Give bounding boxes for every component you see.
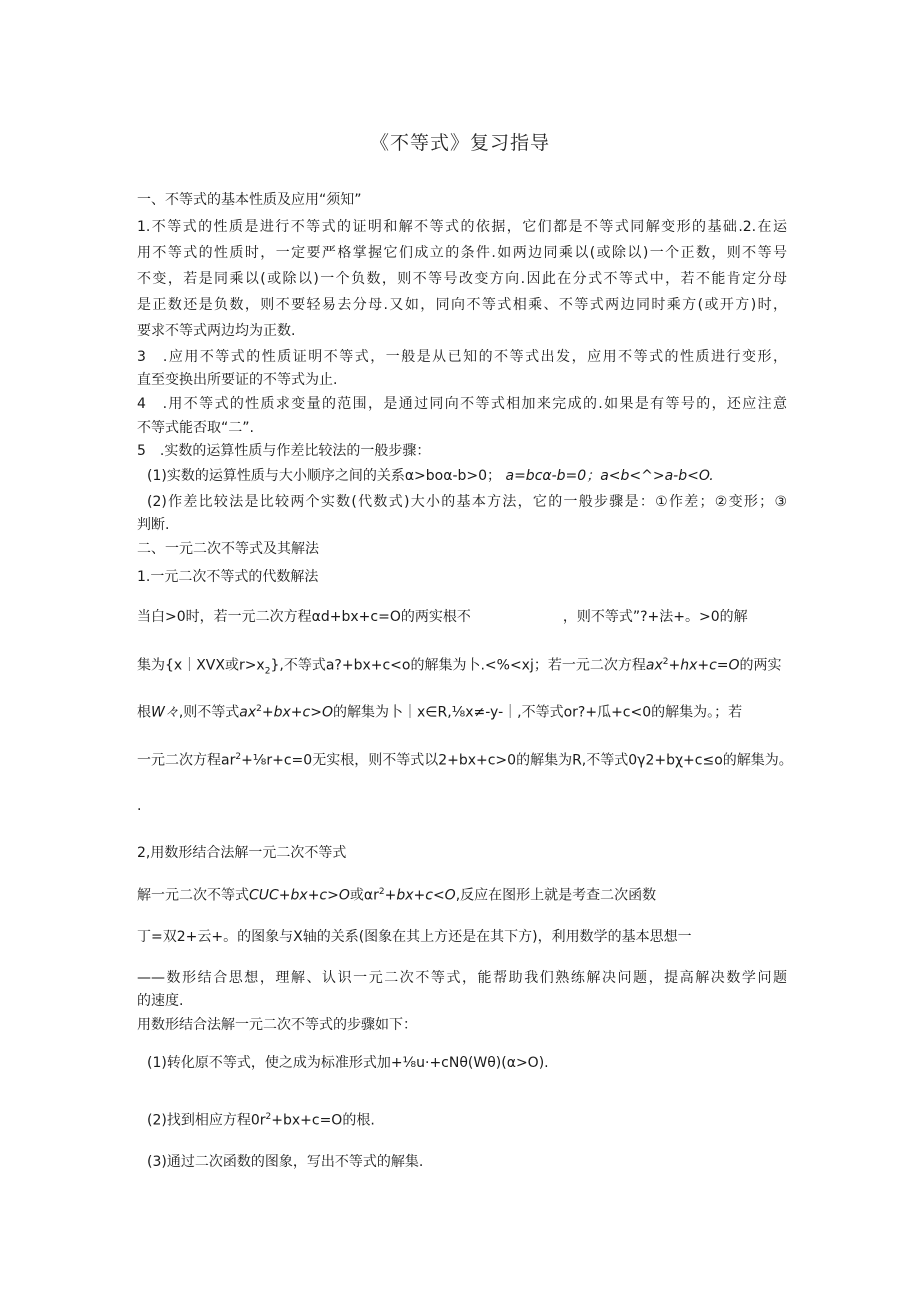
paragraph-line: 不变，若是同乘以(或除以)一个负数，则不等号改变方向.因此在分式不等式中，若不能肯定分母	[137, 271, 787, 287]
text-span: 的两实	[739, 657, 782, 674]
step-item: (1)转化原不等式，使之成为标准形式加+⅛u·+cNθ(Wθ)(α>O).	[147, 1055, 549, 1071]
text-span: 集为{x｜XVX或r>x	[137, 657, 265, 674]
subscript: 2	[264, 666, 271, 677]
paragraph-line: 4 .用不等式的性质求变量的范围，是通过同向不等式相加来完成的.如果是有等号的，还应注意	[137, 396, 787, 412]
superscript: 2	[256, 704, 262, 714]
formula-span: a=bcα-b=0；a<b<^>a-b<O.	[505, 468, 714, 484]
text-span: (2)找到相应方程0r	[147, 1112, 266, 1129]
step-item	[147, 1106, 797, 1132]
paragraph-line	[137, 606, 787, 628]
section-heading-2: 二、一元二次不等式及其解法	[137, 541, 319, 557]
paragraph-line: ——数形结合思想，理解、认识一元二次不等式，能帮助我们熟练解决问题，提高解决数学问题	[137, 970, 787, 986]
page-title: 《不等式》复习指导	[369, 132, 550, 154]
paragraph-line	[137, 881, 787, 907]
paragraph-line: 直至变换出所要证的不等式为止.	[137, 372, 338, 388]
text-span: ,反应在图形上就是考查二次函数	[455, 887, 657, 904]
paragraph-line	[137, 698, 787, 724]
paragraph-line	[137, 651, 787, 682]
paragraph-line: 用不等式的性质时，一定要严格掌握它们成立的条件.如两边同乘以(或除以)一个正数，则不等号	[137, 245, 787, 261]
paragraph-line: 5 .实数的运算性质与作差比较法的一般步骤：	[137, 443, 431, 459]
formula-span: CUC+bx+c>O	[249, 887, 350, 904]
superscript: 2	[265, 1112, 272, 1122]
subsection-heading: 2,用数形结合法解一元二次不等式	[137, 845, 347, 861]
text-span: (1)实数的运算性质与大小顺序之间的关系α>boα-b>0；	[147, 468, 502, 484]
formula-span: +bx+c<O	[384, 887, 456, 904]
paragraph-line: 是正数还是负数，则不要轻易去分母.又如，同向不等式相乘、不等式两边同时乘方(或开方)时，	[137, 297, 787, 313]
paragraph-line: 用数形结合法解一元二次不等式的步骤如下：	[137, 1017, 417, 1033]
formula-span: +hx+c=O	[668, 657, 740, 674]
text-span: 解一元二次不等式	[137, 887, 249, 904]
text-span: ，则不等式”?+法+。>0的解	[562, 609, 748, 625]
text-span: +⅛r+c=0无实根，则不等式以2+bx+c>0的解集为R,不等式0γ2+bχ+c≤o的解集为。	[241, 752, 793, 769]
paragraph-line: 的速度.	[137, 993, 184, 1009]
text-span: 根	[137, 704, 151, 721]
text-span: +bx+c=O的根.	[271, 1112, 375, 1129]
step-item: (3)通过二次函数的图象，写出不等式的解集.	[147, 1154, 424, 1170]
paragraph-line: 要求不等式两边均为正数.	[137, 323, 296, 339]
text-span: },不等式a?+bx+c<o的解集为卜.<%<xj；若一元二次方程	[270, 657, 646, 674]
paragraph-line: 不等式能否取“二”.	[137, 420, 254, 436]
paragraph-line: 1.不等式的性质是进行不等式的证明和解不等式的依据，它们都是不等式同解变形的基础.2.在运	[137, 219, 787, 235]
text-span: 的解集为卜｜x∈R,⅛x≠-y-｜,不等式or?+瓜+c<0的解集为。；若	[333, 704, 743, 721]
formula-span: ax	[645, 657, 663, 674]
paragraph-line: 判断.	[137, 517, 170, 533]
subsection-heading: 1.一元二次不等式的代数解法	[137, 569, 319, 585]
section-heading-1: 一、不等式的基本性质及应用“须知”	[137, 192, 362, 208]
formula-span: +bx+c>O	[261, 704, 333, 721]
paragraph-line: 丁=双2+云+。的图象与X轴的关系(图象在其上方还是在其下方)，利用数学的基本思想一	[137, 929, 692, 945]
paragraph-line	[137, 746, 793, 772]
paragraph-line: .	[137, 798, 142, 814]
text-span: ,则不等式	[178, 704, 240, 721]
formula-span: W々	[151, 704, 179, 721]
formula-span: ax	[239, 704, 257, 721]
text-span: 当白>0时，若一元二次方程αd+bx+c=O的两实根不	[137, 609, 471, 625]
superscript: 2	[235, 752, 242, 762]
paragraph-line: 3 .应用不等式的性质证明不等式，一般是从已知的不等式出发，应用不等式的性质进行变形，	[137, 349, 787, 365]
text-span: 或αr	[349, 887, 379, 904]
text-span: 一元二次方程ar	[137, 752, 236, 769]
paragraph-line	[147, 465, 797, 487]
superscript: 2	[378, 887, 385, 897]
paragraph-line: (2)作差比较法是比较两个实数(代数式)大小的基本方法，它的一般步骤是：①作差；②变形；③	[147, 494, 787, 510]
superscript: 2	[662, 657, 669, 667]
